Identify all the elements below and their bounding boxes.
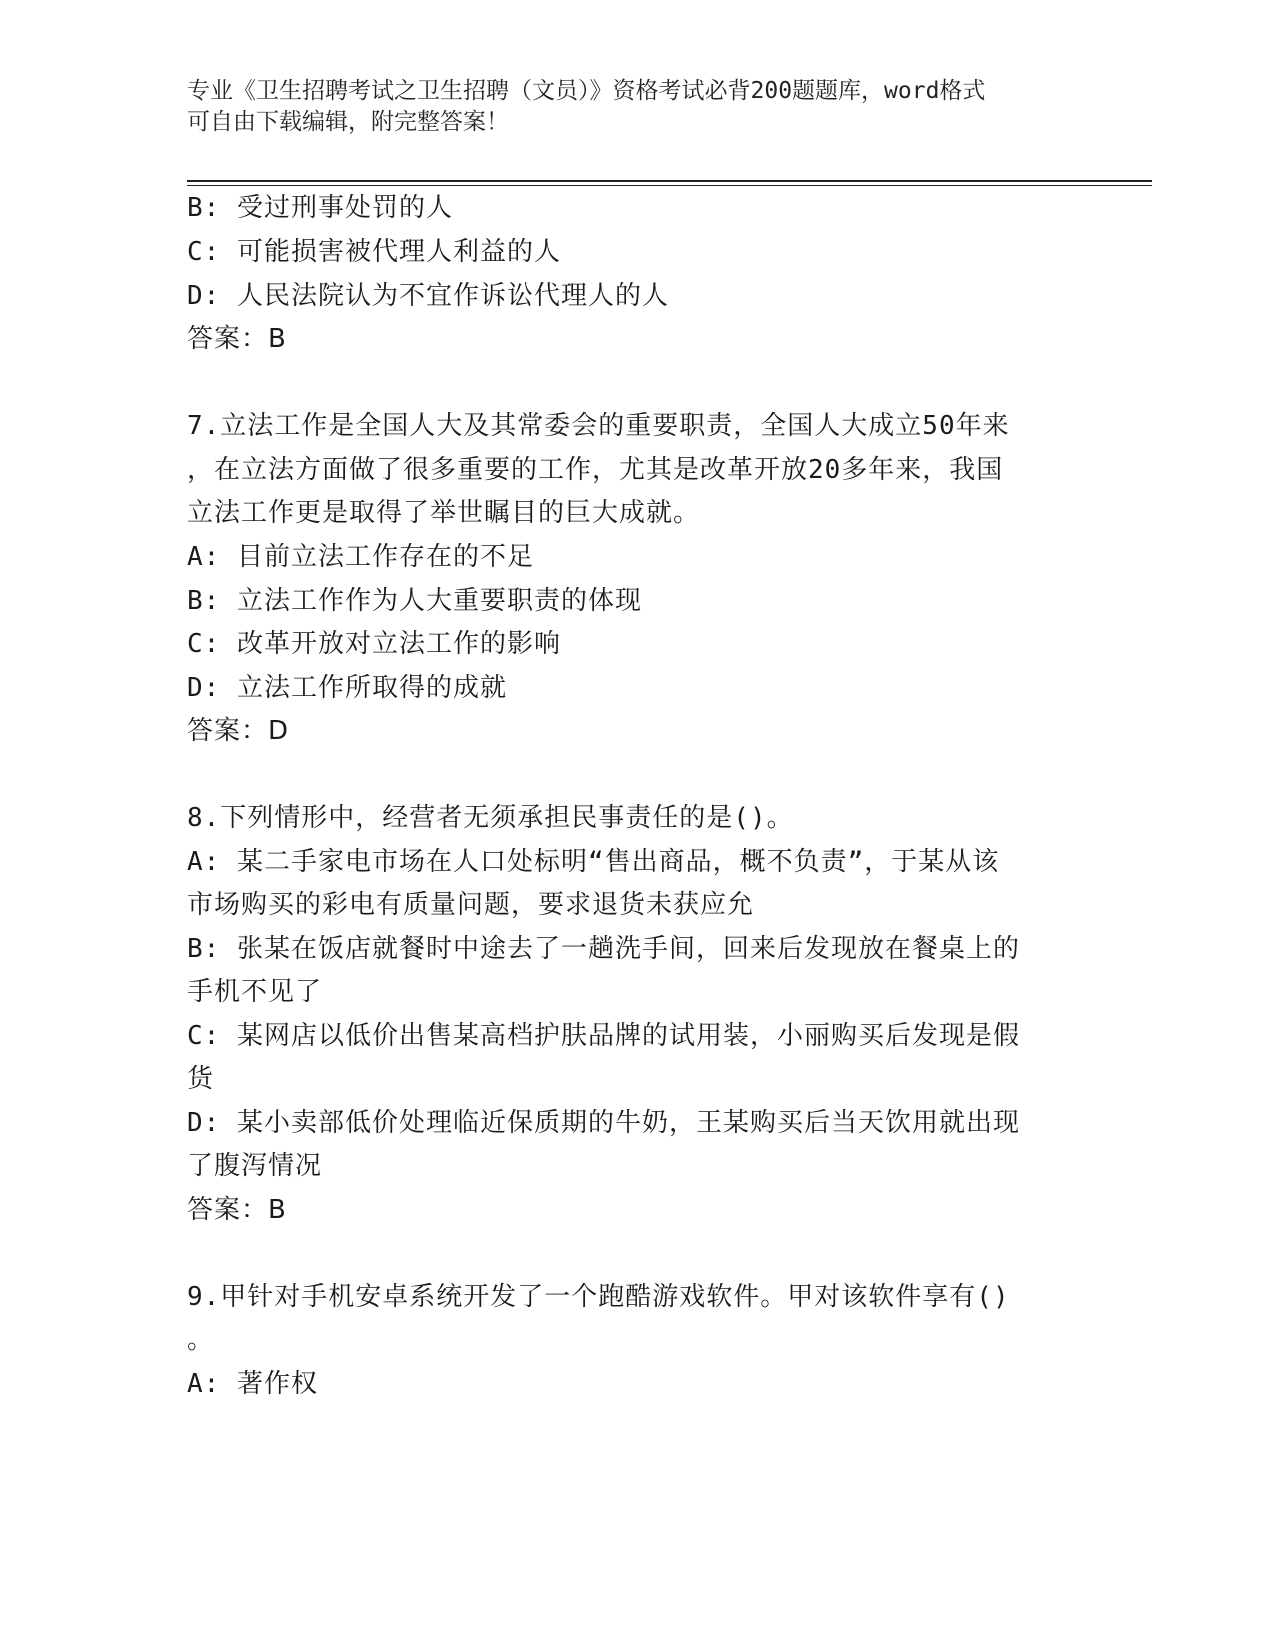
option-line: 了腹泻情况 — [187, 1151, 323, 1181]
option-line: D: 立法工作所取得的成就 — [187, 673, 507, 703]
option-line: 手机不见了 — [187, 977, 323, 1007]
option-line: B: 立法工作作为人大重要职责的体现 — [187, 586, 642, 616]
option-line: A: 某二手家电市场在人口处标明“售出商品，概不负责”，于某从该 — [187, 847, 1000, 877]
option-line: A: 著作权 — [187, 1369, 318, 1399]
header-line-2: 可自由下载编辑，附完整答案！ — [187, 109, 509, 135]
option-line: B: 张某在饭店就餐时中途去了一趟洗手间，回来后发现放在餐桌上的 — [187, 934, 1020, 964]
answer-line: 答案：B — [187, 1195, 287, 1225]
option-line: 货 — [187, 1064, 215, 1094]
option-line: C: 某网店以低价出售某高档护肤品牌的试用装，小丽购买后发现是假 — [187, 1021, 1020, 1051]
header-line-1: 专业《卫生招聘考试之卫生招聘（文员）》资格考试必背200题题库，word格式 — [187, 78, 986, 104]
question-line: 。 — [187, 1325, 215, 1355]
option-line: A: 目前立法工作存在的不足 — [187, 542, 534, 572]
question-line: 立法工作更是取得了举世瞩目的巨大成就。 — [187, 498, 701, 528]
header-rule-thick — [187, 180, 1152, 182]
option-line: B: 受过刑事处罚的人 — [187, 193, 453, 223]
question-line: 7.立法工作是全国人大及其常委会的重要职责，全国人大成立50年来 — [187, 411, 1010, 441]
question-line: ，在立法方面做了很多重要的工作，尤其是改革开放20多年来，我国 — [187, 455, 1004, 485]
question-line: 9.甲针对手机安卓系统开发了一个跑酷游戏软件。甲对该软件享有() — [187, 1282, 1010, 1312]
option-line: D: 某小卖部低价处理临近保质期的牛奶，王某购买后当天饮用就出现 — [187, 1108, 1020, 1138]
option-line: D: 人民法院认为不宜作诉讼代理人的人 — [187, 281, 669, 311]
document-header — [187, 76, 1067, 138]
question-line: 8.下列情形中，经营者无须承担民事责任的是()。 — [187, 803, 794, 833]
option-line: C: 可能损害被代理人利益的人 — [187, 237, 561, 267]
answer-line: 答案：B — [187, 324, 287, 354]
header-rule-thin — [187, 185, 1152, 186]
answer-line: 答案：D — [187, 716, 290, 746]
option-line: 市场购买的彩电有质量问题，要求退货未获应允 — [187, 890, 755, 920]
option-line: C: 改革开放对立法工作的影响 — [187, 629, 561, 659]
